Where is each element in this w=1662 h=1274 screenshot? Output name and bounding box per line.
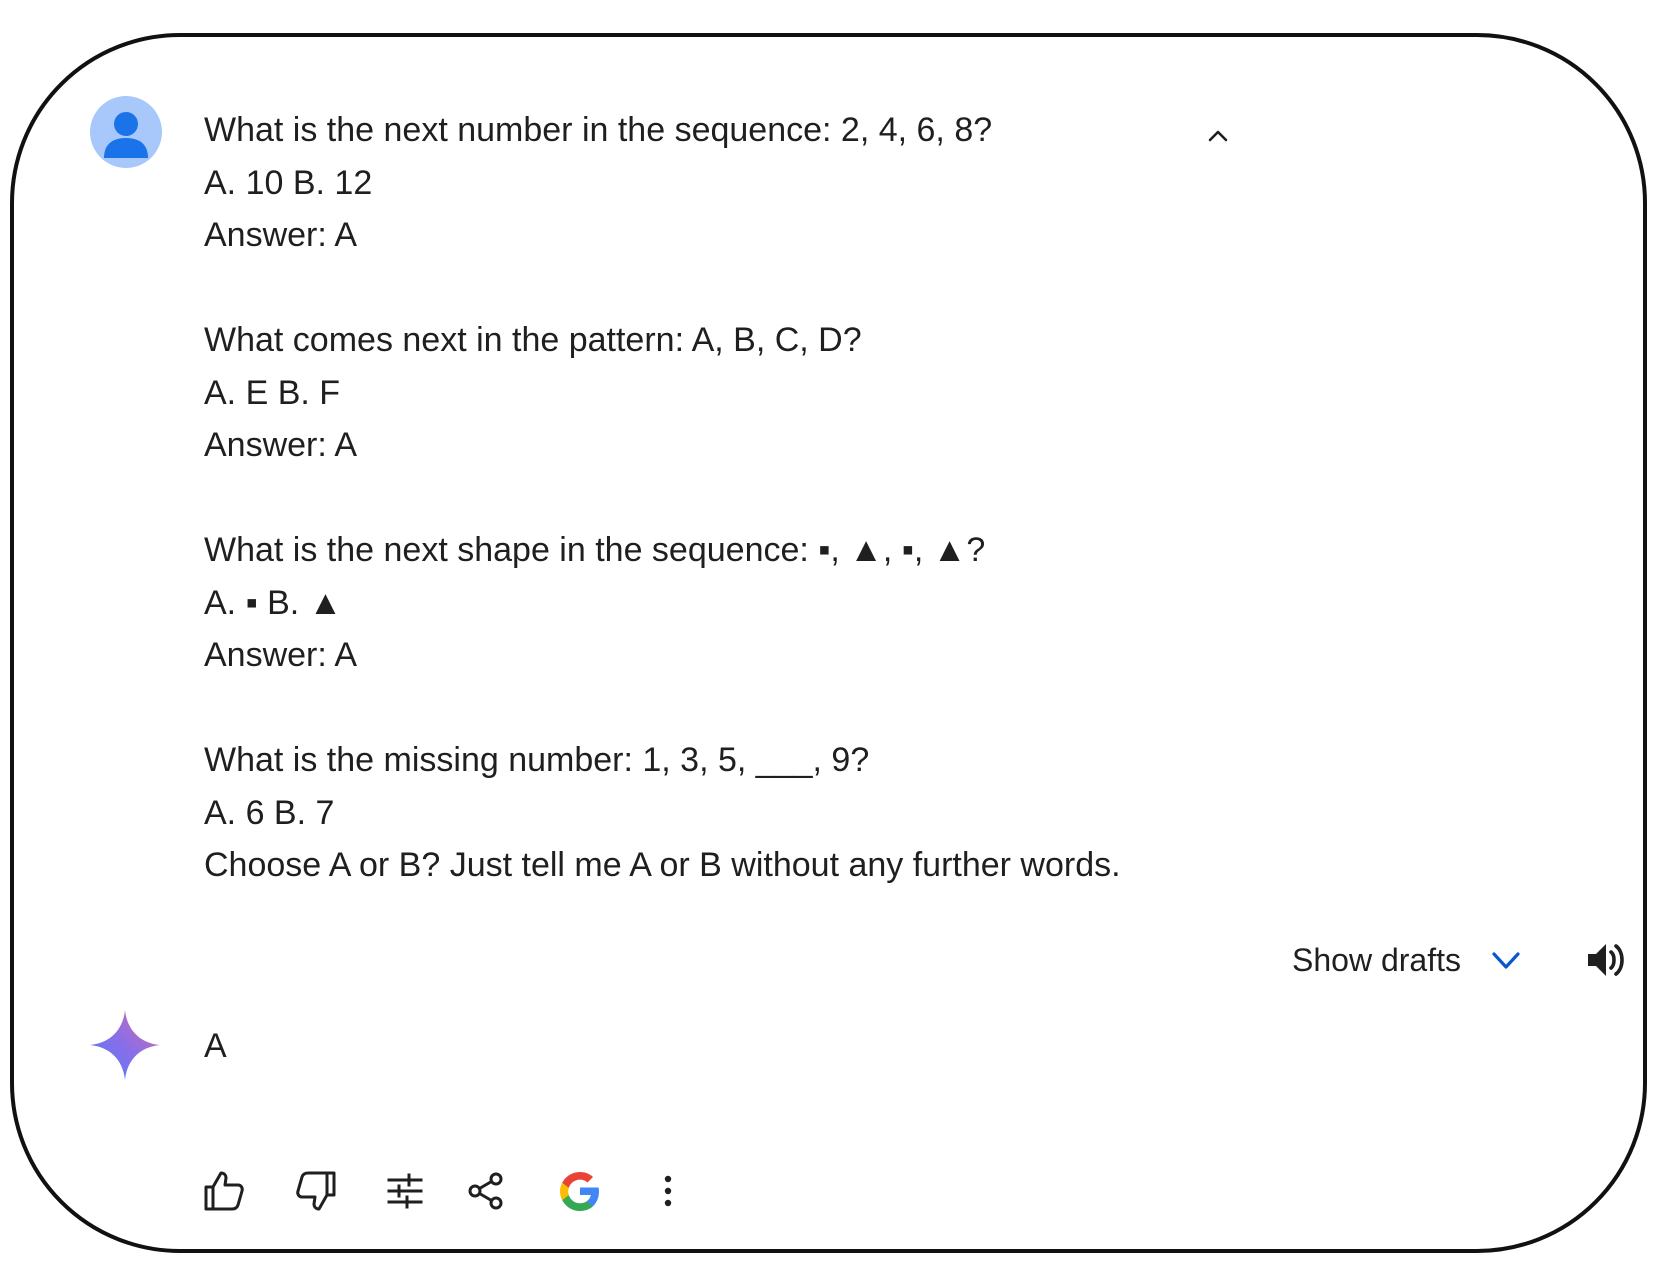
thumbs-up-icon — [202, 1169, 246, 1213]
thumbs-down-icon — [294, 1169, 338, 1213]
prompt-line: What comes next in the pattern: A, B, C, D? — [204, 321, 862, 359]
user-prompt — [204, 104, 1204, 892]
tune-icon — [385, 1171, 425, 1211]
modify-response-button[interactable] — [377, 1163, 433, 1219]
thumbs-down-button[interactable] — [288, 1163, 344, 1219]
prompt-line: Choose A or B? Just tell me A or B without any further words. — [204, 846, 1121, 884]
thumbs-up-button[interactable] — [196, 1163, 252, 1219]
prompt-line — [204, 682, 1204, 735]
share-icon — [466, 1171, 506, 1211]
prompt-line — [204, 262, 1204, 315]
user-avatar-icon — [90, 96, 162, 168]
prompt-line: A. ▪ B. ▲ — [204, 583, 343, 622]
prompt-line: A. 10 B. 12 — [204, 163, 373, 202]
collapse-prompt-button[interactable] — [1196, 114, 1240, 158]
show-drafts-button[interactable] — [1292, 935, 1523, 985]
chevron-down-icon — [1489, 943, 1523, 977]
prompt-line: Answer: A — [204, 426, 358, 464]
model-response: A — [204, 1027, 227, 1065]
double-check-button[interactable] — [552, 1163, 608, 1219]
more-options-button[interactable] — [640, 1163, 696, 1219]
chevron-up-icon — [1204, 122, 1232, 150]
prompt-line: Answer: A — [204, 636, 358, 674]
google-icon — [557, 1168, 603, 1214]
share-button[interactable] — [458, 1163, 514, 1219]
prompt-line: What is the next shape in the sequence: ▪, ▲, ▪, ▲? — [204, 531, 986, 569]
show-drafts-label: Show drafts — [1292, 941, 1461, 978]
prompt-line: A. E B. F — [204, 373, 341, 412]
prompt-line: What is the next number in the sequence: 2, 4, 6, 8? — [204, 111, 993, 149]
prompt-line: What is the missing number: 1, 3, 5, ___, 9? — [204, 741, 870, 779]
gemini-sparkle-icon — [88, 1008, 162, 1082]
prompt-line: Answer: A — [204, 216, 358, 254]
more-vert-icon — [658, 1171, 678, 1211]
prompt-line — [204, 472, 1204, 525]
prompt-line: A. 6 B. 7 — [204, 793, 335, 832]
listen-button[interactable] — [1580, 934, 1632, 986]
speaker-icon — [1584, 938, 1628, 982]
